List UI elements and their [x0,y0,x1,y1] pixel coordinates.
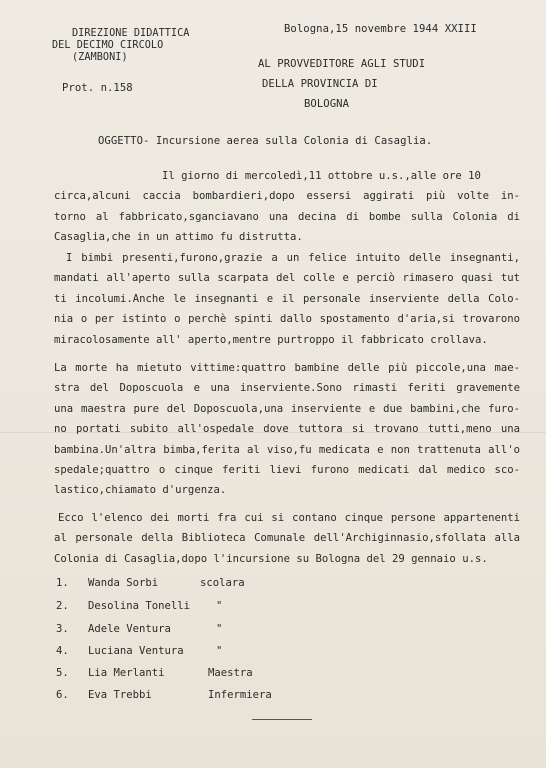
paragraph-4 [54,508,520,569]
victim-number: 1. [56,577,69,589]
victim-name: Lia Merlanti [88,667,165,679]
paragraph-2-line: nia o per istinto o perchè spinti dallo spostamento d'aria,si trovarono [54,313,520,326]
victim-role: " [216,645,223,657]
recipient-line2: DELLA PROVINCIA DI [262,78,378,90]
letterhead-office-line3: (ZAMBONI) [72,52,128,63]
paragraph-3-line: no portati subito all'ospedale dove tuttora si trovano tutti,meno una [54,423,520,436]
recipient-line3: BOLOGNA [304,98,349,110]
victim-number: 3. [56,623,69,635]
paragraph-4-line: al personale della Biblioteca Comunale dell'Archiginnasio,sfollata alla [54,532,520,545]
recipient-line1: AL PROVVEDITORE AGLI STUDI [258,58,426,70]
victim-role: scolara [200,577,245,589]
paragraph-4-line: Ecco l'elenco dei morti fra cui si contano cinque persone appartenenti [58,512,520,524]
victim-role: Infermiera [208,689,272,701]
paragraph-1-line: Casaglia,che in un attimo fu distrutta. [54,231,303,244]
paragraph-2-line: ti incolumi.Anche le insegnanti e il personale inserviente della Colo- [54,292,520,305]
subject-line: OGGETTO- Incursione aerea sulla Colonia di Casaglia. [98,135,433,147]
paragraph-3 [54,358,520,501]
victim-name: Adele Ventura [88,623,171,635]
paragraph-3-line: lastico,chiamato d'urgenza. [54,484,227,497]
paragraph-4-line: Colonia di Casaglia,dopo l'incursione su Bologna del 29 gennaio u.s. [54,552,488,565]
victim-role: " [216,623,223,635]
paragraph-3-line: stra del Doposcuola e una inserviente.Sono rimasti feriti gravemente [54,382,520,395]
victim-name: Desolina Tonelli [88,600,191,612]
paragraph-2 [54,248,520,350]
paragraph-3-line: spedale;quattro o cinque feriti lievi furono medicati dal medico sco- [54,464,520,477]
victim-number: 5. [56,667,69,679]
victim-number: 4. [56,645,69,657]
paragraph-2-line: mandati all'aperto sulla scarpata del colle e perciò rimasero quasi tut [54,272,520,285]
date-line: Bologna,15 novembre 1944 XXIII [284,23,477,35]
paragraph-2-line: I bimbi presenti,furono,grazie a un felice intuito delle insegnanti, [66,252,520,264]
protocol-number: Prot. n.158 [62,82,133,94]
paragraph-1 [54,166,520,248]
paragraph-1-line: Il giorno di mercoledì,11 ottobre u.s.,alle ore 10 [162,170,481,182]
paragraph-3-line: La morte ha mietuto vittime:quattro bambine delle più piccole,una mae- [54,362,520,374]
victim-role: " [216,600,223,612]
letterhead-office-line1: DIREZIONE DIDATTICA [72,28,190,39]
victim-name: Eva Trebbi [88,689,152,701]
victim-number: 6. [56,689,69,701]
paragraph-1-line: circa,alcuni caccia bombardieri,dopo essersi aggirati più volte in- [54,190,520,203]
victim-name: Wanda Sorbi [88,577,159,589]
signature-line [252,719,312,720]
victim-number: 2. [56,600,69,612]
paragraph-1-line: torno al fabbricato,sganciavano una decina di bombe sulla Colonia di [54,210,520,223]
paragraph-2-line: miracolosamente all' aperto,mentre purtroppo il fabbricato crollava. [54,333,488,346]
paragraph-3-line: una maestra pure del Doposcuola,una inserviente e due bambini,che furo- [54,402,520,415]
letterhead-office-line2: DEL DECIMO CIRCOLO [52,40,164,51]
victim-name: Luciana Ventura [88,645,184,657]
paragraph-3-line: bambina.Un'altra bimba,ferita al viso,fu medicata e non trattenuta all'o [54,443,520,456]
victim-role: Maestra [208,667,253,679]
